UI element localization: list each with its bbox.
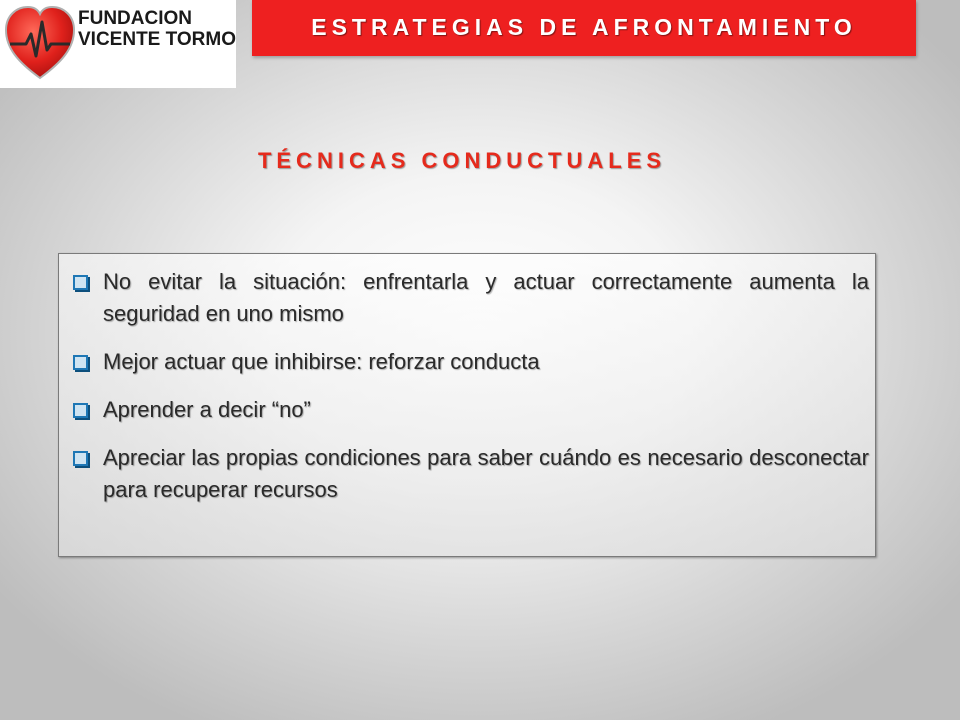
header-bar (252, 0, 916, 56)
list-item (71, 394, 869, 426)
square-bullet-icon (73, 451, 88, 466)
logo-text (78, 8, 236, 50)
list-item (71, 442, 869, 506)
list-item-text: Mejor actuar que inhibirse: reforzar conducta (103, 349, 540, 374)
square-bullet-icon (73, 403, 88, 418)
logo-line-2: VICENTE TORMO (78, 29, 236, 50)
heart-pulse-icon (4, 4, 76, 82)
list-item (71, 266, 869, 330)
logo-line-1: FUNDACION (78, 8, 192, 29)
square-bullet-icon (73, 355, 88, 370)
content-panel (58, 253, 876, 557)
square-bullet-icon (73, 275, 88, 290)
page-title: ESTRATEGIAS DE AFRONTAMIENTO (311, 14, 857, 40)
section-subtitle: TÉCNICAS CONDUCTUALES (257, 148, 667, 173)
bullet-list (71, 266, 869, 522)
list-item-text: Apreciar las propias condiciones para saber cuándo es necesario desconectar para recuperar recursos (103, 445, 869, 502)
list-item (71, 346, 869, 378)
list-item-text: No evitar la situación: enfrentarla y actuar correctamente aumenta la seguridad en uno mismo (103, 269, 869, 326)
logo (0, 0, 236, 88)
list-item-text: Aprender a decir “no” (103, 397, 311, 422)
